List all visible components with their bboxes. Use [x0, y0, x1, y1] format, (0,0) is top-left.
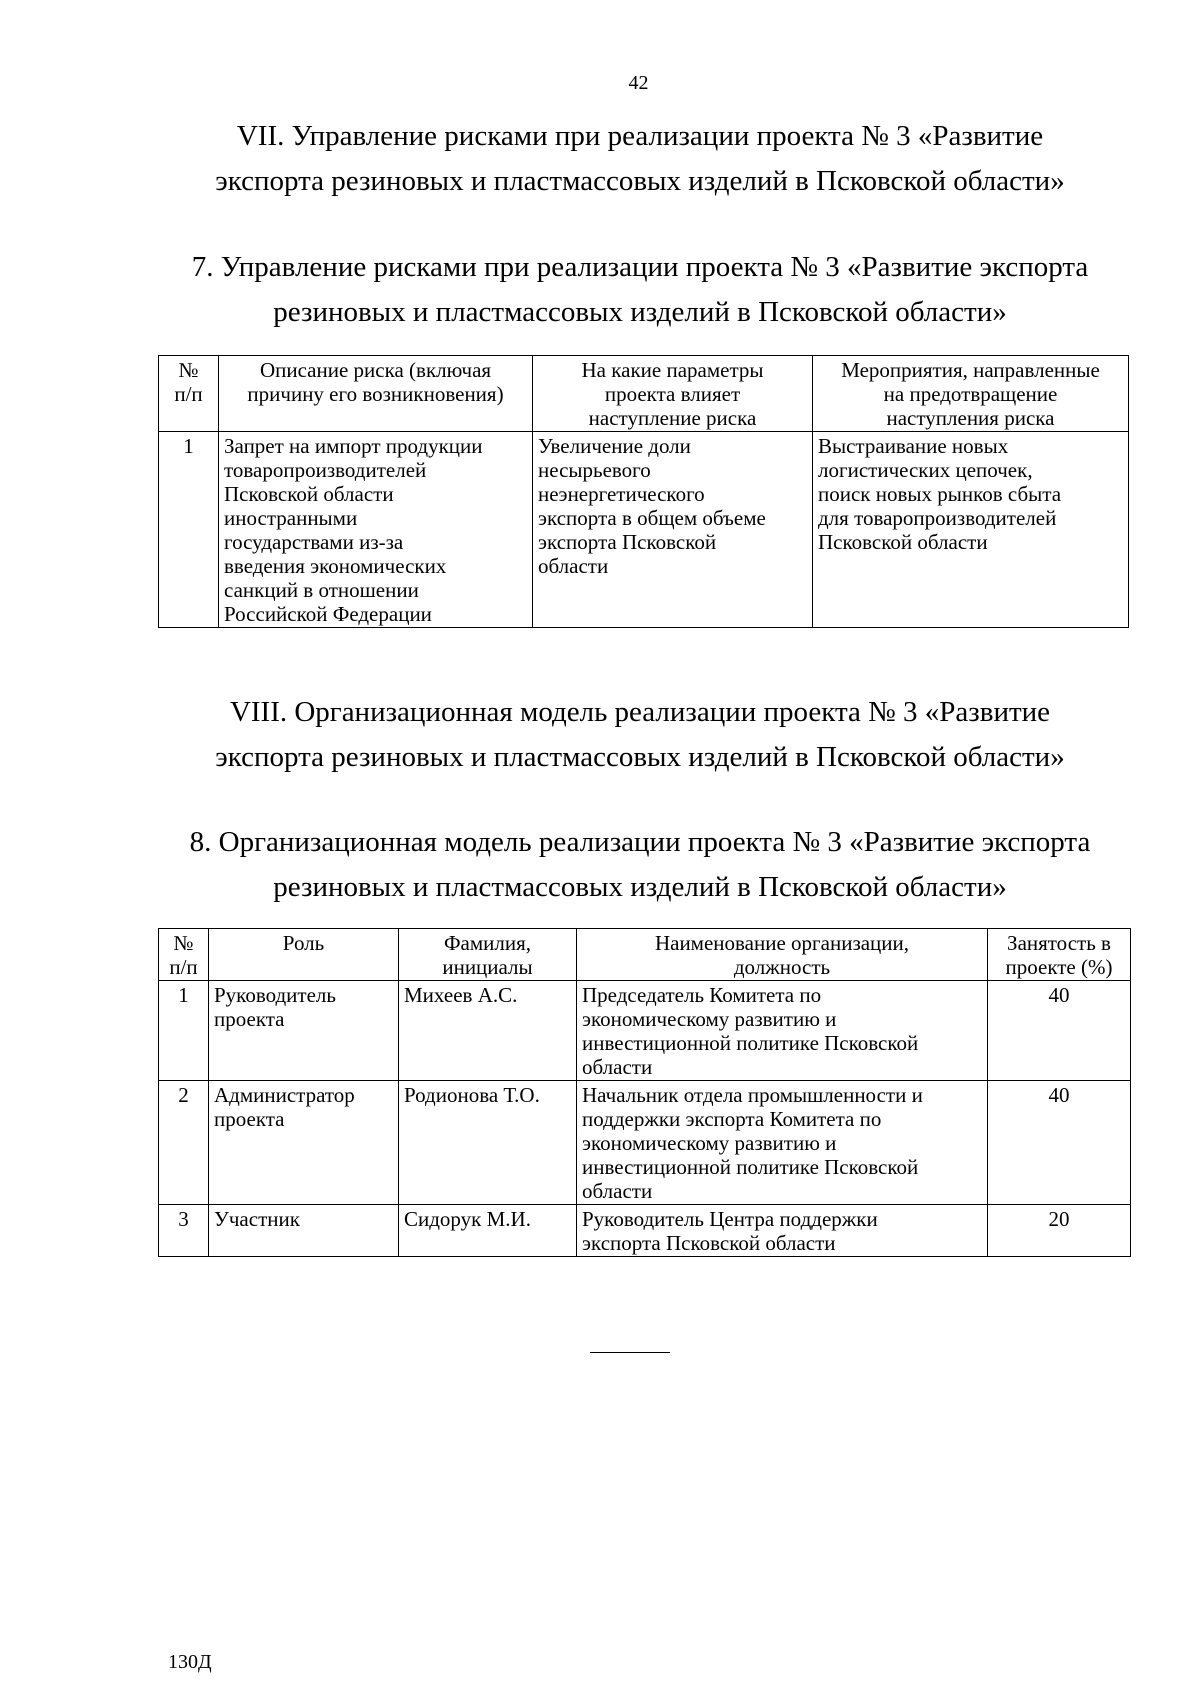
prevention-measures-cell — [813, 432, 1129, 628]
role-cell — [209, 1205, 399, 1257]
cell-line: области — [582, 1055, 653, 1079]
column-header-risk — [219, 356, 533, 432]
header-line: причину его возникновения) — [247, 382, 504, 406]
column-header-name — [399, 929, 577, 981]
header-line: Мероприятия, направленные — [841, 358, 1100, 382]
cell-line: Псковской области — [224, 482, 394, 506]
header-line: проекта влияет — [604, 382, 741, 406]
cell-line: поддержки экспорта Комитета по — [582, 1107, 882, 1131]
org-model-table — [158, 928, 1131, 1257]
header-line: Занятость в — [1007, 931, 1111, 955]
affected-params-cell — [533, 432, 813, 628]
table8-title-line: резиновых и пластмассовых изделий в Псковской области» — [273, 871, 1007, 903]
table8-title — [130, 820, 1150, 910]
section8-heading-line: экспорта резиновых и пластмассовых изделий в Псковской области» — [215, 741, 1065, 773]
cell-line: области — [538, 554, 609, 578]
cell-line: Руководитель Центра поддержки — [582, 1207, 878, 1231]
cell-line: экспорта Псковской — [538, 530, 717, 554]
cell-line: Председатель Комитета по — [582, 983, 822, 1007]
cell-line: области — [582, 1179, 653, 1203]
role-cell — [209, 981, 399, 1081]
page-number: 42 — [628, 72, 649, 94]
footer-code: 130Д — [168, 1651, 212, 1673]
row-number: 1 — [159, 981, 209, 1081]
person-name-cell: Михеев А.С. — [399, 981, 577, 1081]
table7-title — [130, 245, 1150, 335]
cell-line: экспорта Псковской области — [582, 1231, 836, 1255]
end-separator-line — [590, 1352, 670, 1353]
cell-line: несырьевого — [538, 458, 651, 482]
section8-heading — [130, 690, 1150, 780]
table8-title-line: 8. Организационная модель реализации проекта № 3 «Развитие экспорта — [189, 826, 1091, 858]
organization-cell — [577, 981, 988, 1081]
header-line: наступления риска — [886, 406, 1055, 430]
table-row — [159, 981, 1131, 1081]
header-line: п/п — [174, 382, 203, 406]
header-line: Описание риска (включая — [259, 358, 492, 382]
cell-line: проекта — [214, 1107, 285, 1131]
organization-cell — [577, 1205, 988, 1257]
cell-line: логистических цепочек, — [818, 458, 1033, 482]
header-line: инициалы — [442, 955, 533, 979]
risk-table — [158, 355, 1129, 628]
column-header-load — [988, 929, 1131, 981]
cell-line: Российской Федерации — [224, 602, 432, 626]
header-line: должность — [733, 955, 831, 979]
table-row — [159, 1081, 1131, 1205]
section7-heading-line: VII. Управление рисками при реализации проекта № 3 «Развитие — [236, 120, 1044, 152]
header-line: наступление риска — [588, 406, 757, 430]
cell-line: инвестиционной политике Псковской — [582, 1155, 919, 1179]
cell-line: поиск новых рынков сбыта — [818, 482, 1062, 506]
org-table-header-row — [159, 929, 1131, 981]
cell-line: экономическому развитию и — [582, 1007, 837, 1031]
cell-line: Выстраивание новых — [818, 434, 1009, 458]
section7-heading-line: экспорта резиновых и пластмассовых изделий в Псковской области» — [215, 165, 1065, 197]
risk-table-header-row — [159, 356, 1129, 432]
cell-line: товаропроизводителей — [224, 458, 427, 482]
cell-line: Участник — [214, 1207, 300, 1231]
cell-line: государствами из-за — [224, 530, 404, 554]
table-row — [159, 1205, 1131, 1257]
cell-line: экспорта в общем объеме — [538, 506, 766, 530]
table7-title-line: 7. Управление рисками при реализации проекта № 3 «Развитие экспорта — [191, 251, 1089, 283]
section8-heading-line: VIII. Организационная модель реализации проекта № 3 «Развитие — [229, 696, 1051, 728]
header-line: Роль — [282, 931, 325, 955]
person-name-cell: Родионова Т.О. — [399, 1081, 577, 1205]
cell-line: неэнергетического — [538, 482, 705, 506]
header-line: п/п — [169, 955, 198, 979]
column-header-role — [209, 929, 399, 981]
column-header-num — [159, 929, 209, 981]
cell-line: для товаропроизводителей — [818, 506, 1057, 530]
cell-line: Руководитель — [214, 983, 336, 1007]
header-line: На какие параметры — [581, 358, 764, 382]
cell-line: иностранными — [224, 506, 358, 530]
person-name-cell: Сидорук М.И. — [399, 1205, 577, 1257]
load-cell: 20 — [988, 1205, 1131, 1257]
table-row — [159, 432, 1129, 628]
header-line: Наименование организации, — [654, 931, 910, 955]
section7-heading — [130, 114, 1150, 204]
table7-title-line: резиновых и пластмассовых изделий в Псковской области» — [273, 296, 1007, 328]
organization-cell — [577, 1081, 988, 1205]
load-cell: 40 — [988, 981, 1131, 1081]
cell-line: введения экономических — [224, 554, 447, 578]
column-header-organization — [577, 929, 988, 981]
risk-description-cell — [219, 432, 533, 628]
cell-line: экономическому развитию и — [582, 1131, 837, 1155]
column-header-measures — [813, 356, 1129, 432]
header-line: на предотвращение — [883, 382, 1058, 406]
load-cell: 40 — [988, 1081, 1131, 1205]
cell-line: санкций в отношении — [224, 578, 419, 602]
header-line: № — [178, 358, 199, 382]
cell-line: Начальник отдела промышленности и — [582, 1083, 923, 1107]
row-number: 1 — [159, 432, 219, 628]
cell-line: Псковской области — [818, 530, 988, 554]
header-line: проекте (%) — [1005, 955, 1113, 979]
header-line: Фамилия, — [443, 931, 532, 955]
column-header-params — [533, 356, 813, 432]
column-header-num — [159, 356, 219, 432]
cell-line: проекта — [214, 1007, 285, 1031]
row-number: 2 — [159, 1081, 209, 1205]
cell-line: инвестиционной политике Псковской — [582, 1031, 919, 1055]
cell-line: Администратор — [214, 1083, 355, 1107]
cell-line: Увеличение доли — [538, 434, 691, 458]
role-cell — [209, 1081, 399, 1205]
header-line: № — [173, 931, 194, 955]
cell-line: Запрет на импорт продукции — [224, 434, 483, 458]
row-number: 3 — [159, 1205, 209, 1257]
